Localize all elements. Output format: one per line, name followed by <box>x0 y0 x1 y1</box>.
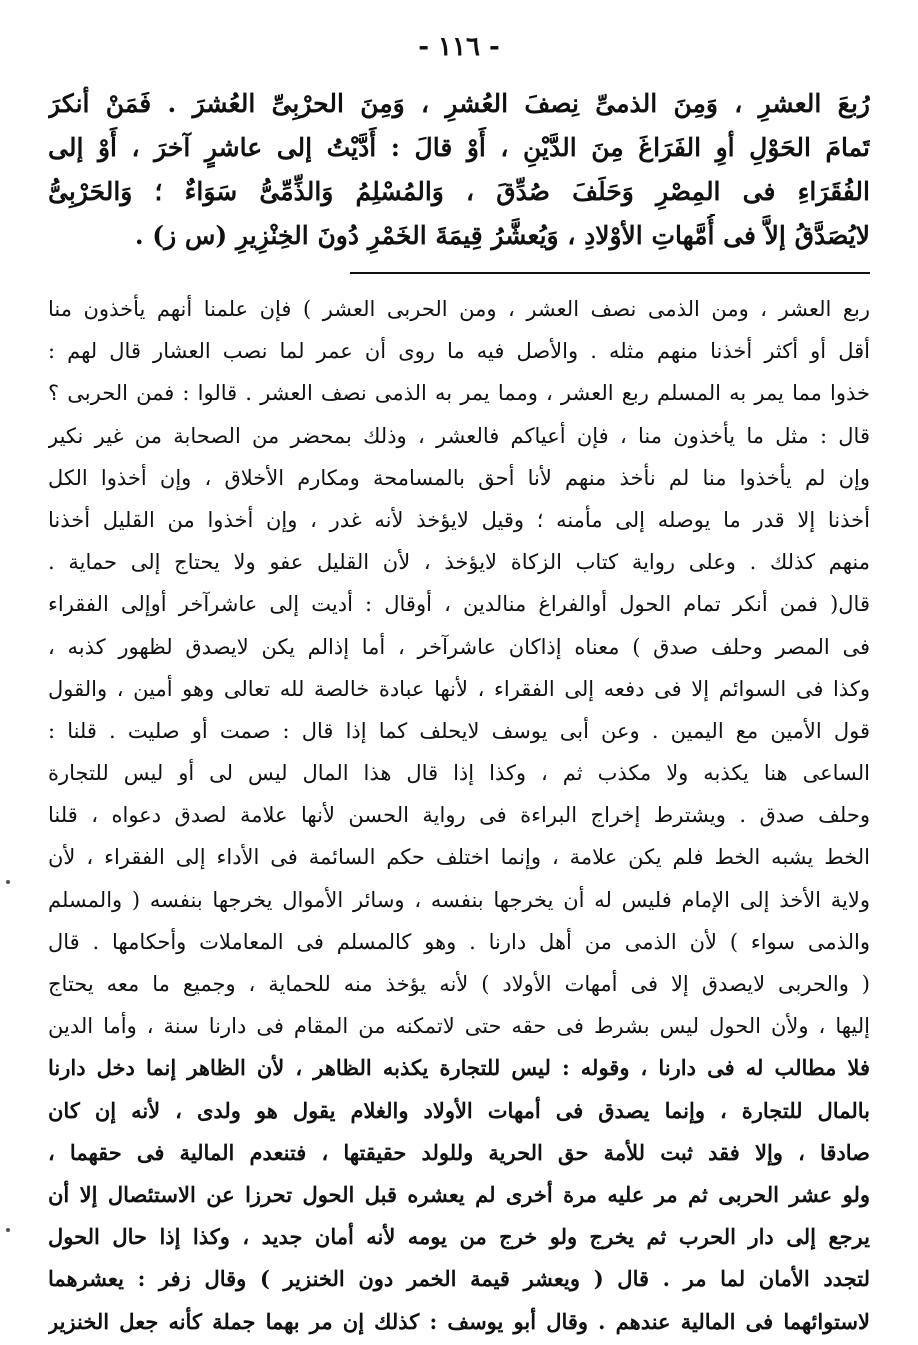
commentary-line: لاستوائهما فى المالية عندهم . وقال أبو يوسف : كذلك إن مر بهما جملة كأنه جعل الخنزير <box>48 1308 870 1334</box>
commentary-line: وكذا فى السوائم إلا فى دفعه إلى الفقراء ، لأنها عبادة خالصة لله تعالى وهو أمين ، والقول <box>48 676 870 701</box>
commentary-line: أقل أو أكثر أخذنا منهم مثله . والأصل فيه ما روى أن عمر لما نصب العشار قال لهم : <box>48 339 870 364</box>
commentary-line: قال( فمن أنكر تمام الحول أوالفراغ منالدين ، أوقال : أديت إلى عاشرآخر أوإلى الفقراء <box>48 592 870 617</box>
commentary-line: فلا مطالب له فى دارنا ، وقوله : ليس للتجارة يكذبه الظاهر ، لأن الظاهر إنما دخل دارنا <box>48 1055 870 1081</box>
main-text <box>48 82 870 258</box>
commentary-line: ولو عشر الحربى ثم مر عليه مرة أخرى لم يعشره قبل الحول تحرزا عن الاستئصال إلا أن <box>48 1181 870 1207</box>
margin-mark <box>6 1228 10 1232</box>
main-text-line: تَمامَ الحَوْلِ أوِ الفَرَاغَ مِنَ الدَّيْنِ ، أَوْ قالَ : أَدَّيْتُ إلى عاشرٍ آخرَ ، أَوْ إلى <box>48 133 870 162</box>
main-text-line: رُبعَ العشرِ ، وَمِنَ الذمىِّ نِصفَ العُشرِ ، وَمِنَ الحرْبِىِّ العُشرَ . فَمَنْ أنكرَ <box>48 89 870 118</box>
divider-line <box>350 272 870 274</box>
commentary-line: أخذنا إلا قدر ما يوصله إلى مأمنه ؛ وقيل لايؤخذ لأنه غدر ، وإن أخذوا من القليل أخذنا <box>48 507 870 532</box>
margin-mark <box>6 880 10 884</box>
commentary-line: وحلف صدق . ويشترط إخراج البراءة فى رواية الحسن لأنها علامة لصدق دعواه ، قلنا <box>48 803 870 828</box>
commentary-line: بالمال للتجارة ، وإنما يصدق فى أمهات الأولاد والغلام يقول هو ولدى ، لأنه إن كان <box>48 1097 870 1123</box>
commentary-line: وإن لم يأخذوا منا لم نأخذ منهم لأنا أحق بالمسامحة ومكارم الأخلاق ، وإن أخذوا الكل <box>48 465 870 490</box>
commentary-text <box>48 288 870 1343</box>
commentary-line: منهم كذلك . وعلى رواية كتاب الزكاة لايؤخذ ، لأن القليل عفو ولا يحتاج إلى حماية . <box>48 550 870 575</box>
commentary-line: قال : مثل ما يأخذون منا ، فإن أعياكم فالعشر ، وذلك بمحضر من الصحابة من غير نكير <box>48 423 870 448</box>
commentary-line: يرجع إلى دار الحرب ثم يخرج ولو خرج من يومه لأنه أمان جديد ، وكذا إذا حال الحول <box>48 1224 870 1250</box>
commentary-line: خذوا مما يمر به المسلم ربع العشر ، ومما يمر به الذمى نصف العشر . قالوا : فمن الحربى ؟ <box>48 381 870 406</box>
commentary-line: فى المصر وحلف صدق ) معناه إذاكان عاشرآخر ، أما إذالم يكن لايصدق لظهور كذبه ، <box>48 634 870 659</box>
page-number: - ١١٦ - <box>418 32 500 62</box>
commentary-line: صادقا ، وإلا فقد ثبت للأمة حق الحرية وللولد حقيقتها ، فتنعدم المالية فى حقهما ، <box>48 1139 870 1165</box>
main-text-line: لايُصَدَّقُ إلاَّ فى أُمَّهاتِ الأوْلادِ ، وَيُعشَّرُ قِيمَةَ الخَمْرِ دُونَ الخِنْزِيرِ (س ز) . <box>134 221 870 250</box>
commentary-line: الخط يشبه الخط فلم يكن علامة ، وإنما اختلف حكم السائمة فى الأداء إلى الفقراء ، لأن <box>48 845 870 870</box>
commentary-line: لتجدد الأمان لما مر . قال ( ويعشر قيمة الخمر دون الخنزير ) وقال زفر : يعشرهما <box>48 1266 870 1292</box>
commentary-line: والذمى سواء ) لأن الذمى من أهل دارنا . وهو كالمسلم فى المعاملات وأحكامها . قال <box>48 929 870 954</box>
commentary-line: ( والحربى لايصدق إلا فى أمهات الأولاد ) لأنه يؤخذ منه للحماية ، وجميع ما معه يحتاج <box>48 972 870 996</box>
commentary-line: الساعى هنا يكذبه ولا مكذب ثم ، وكذا إذا قال هذا المال ليس لى أو ليس للتجارة <box>48 761 870 786</box>
commentary-line: ولاية الأخذ إلى الإمام فليس له أن يخرجها بنفسه ، وسائر الأموال يخرجها بنفسه ( والمسلم <box>48 887 870 912</box>
commentary-line: ربع العشر ، ومن الذمى نصف العشر ، ومن الحربى العشر ) فإن علمنا أنهم يأخذون منا <box>48 297 870 321</box>
main-text-line: الفُقَرَاءِ فى المِصْرِ وَحَلَفَ صُدِّقَ ، وَالمُسْلِمُ وَالذِّمِّىُّ سَوَاءٌ ؛ وَالحَرْبِىُّ <box>48 177 870 206</box>
commentary-line: إليها ، ولأن الحول ليس بشرط فى حقه حتى لاتمكنه من المقام فى دارنا سنة ، وأما الدين <box>48 1014 870 1039</box>
commentary-line: قول الأمين مع اليمين . وعن أبى يوسف لايحلف كما إذا قال : صمت أو صليت . قلنا : <box>48 718 870 743</box>
